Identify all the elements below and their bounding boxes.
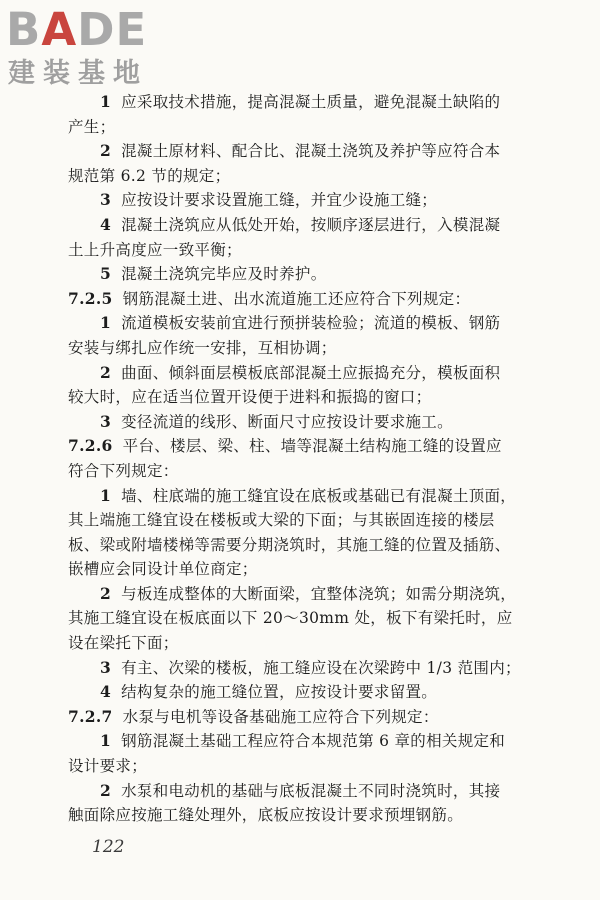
text-line [68,754,520,779]
item-number: 4 [100,214,112,234]
page-number: 122 [92,837,125,857]
text-line [68,434,520,459]
item-number: 3 [100,190,112,210]
item-number: 3 [100,657,112,677]
item-number: 3 [100,411,112,431]
text-line [68,729,520,754]
logo-word-accent: A [41,3,78,56]
line-text: 平台、楼层、梁、柱、墙等混凝土结构施工缝的设置应 [122,437,502,456]
logo-word-part2: DE [77,3,148,56]
line-text: 结构复杂的施工缝位置，应按设计要求留置。 [121,683,438,702]
line-text: 产生； [68,117,116,136]
line-text: 混凝土浇筑应从低处开始，按顺序逐层进行，入模混凝 [121,215,501,234]
text-line [68,188,520,213]
text-line [68,361,520,386]
line-text: 触面除应按施工缝处理外，底板应按设计要求预埋钢筋。 [68,806,464,825]
item-number: 1 [100,731,112,751]
logo-word-part1: B [6,3,42,56]
line-text: 设计要求； [68,757,148,776]
clause-number: 7.2.5 [68,288,113,308]
line-text: 其上端施工缝宜设在楼板或大梁的下面；与其嵌固连接的楼层 [68,511,495,530]
text-line [68,680,520,705]
clause-number: 7.2.7 [68,706,113,726]
line-text: 嵌槽应会同设计单位商定； [68,560,258,579]
text-line [68,803,520,828]
text-line [68,606,520,631]
text-line [68,213,520,238]
text-line [68,90,520,115]
line-text: 有主、次梁的楼板，施工缝应设在次梁跨中 1/3 范围内； [121,658,521,677]
item-number: 2 [100,362,112,382]
line-text: 应采取技术措施，提高混凝土质量，避免混凝土缺陷的 [121,93,501,111]
text-line [68,238,520,263]
line-text: 混凝土浇筑完毕应及时养护。 [121,265,327,284]
line-text: 混凝土原材料、配合比、混凝土浇筑及养护等应符合本 [121,142,501,161]
logo-subtitle: 建装基地 [8,58,148,89]
text-line [68,656,520,681]
item-number: 5 [100,264,112,284]
line-text: 规范第 6.2 节的规定； [68,166,231,185]
text-line [68,631,520,656]
item-number: 2 [100,583,112,603]
line-text: 其施工缝宜设在板底面以下 20～30mm 处，板下有梁托时，应 [68,609,513,628]
line-text: 与板连成整体的大断面梁，宜整体浇筑；如需分期浇筑， [121,584,517,603]
line-text: 符合下列规定： [68,461,179,480]
item-number: 1 [100,92,112,111]
line-text: 应按设计要求设置施工缝，并宜少设施工缝； [121,191,438,210]
item-number: 2 [100,141,112,161]
document-body [68,90,520,828]
line-text: 变径流道的线形、断面尺寸应按设计要求施工。 [121,412,453,431]
line-text: 安装与绑扎应作统一安排，互相协调； [68,338,337,357]
text-line [68,533,520,558]
text-line [68,705,520,730]
line-text: 钢筋混凝土基础工程应符合本规范第 6 章的相关规定和 [121,732,506,751]
logo-wordmark [6,4,147,56]
line-text: 钢筋混凝土进、出水流道施工还应符合下列规定： [122,289,471,308]
text-line [68,508,520,533]
item-number: 2 [100,780,112,800]
line-text: 曲面、倾斜面层模板底部混凝土应振捣充分，模板面积 [121,363,501,382]
line-text: 水泵与电机等设备基础施工应符合下列规定： [122,707,439,726]
line-text: 水泵和电动机的基础与底板混凝土不同时浇筑时，其接 [121,781,501,800]
text-line [68,139,520,164]
text-line [68,557,520,582]
item-number: 1 [100,313,112,333]
text-line [68,582,520,607]
text-line [68,164,520,189]
line-text: 较大时，应在适当位置开设便于进料和振捣的窗口； [68,388,432,407]
line-text: 设在梁托下面； [68,634,179,653]
text-line [68,779,520,804]
text-line [68,410,520,435]
text-line [68,385,520,410]
item-number: 4 [100,682,112,702]
text-line [68,459,520,484]
line-text: 墙、柱底端的施工缝宜设在底板或基础已有混凝土顶面， [121,486,517,505]
text-line [68,336,520,361]
clause-number: 7.2.6 [68,436,113,456]
text-line [68,262,520,287]
text-line [68,311,520,336]
line-text: 流道模板安装前宜进行预拼装检验；流道的模板、钢筋 [121,314,501,333]
item-number: 1 [100,485,112,505]
text-line [68,484,520,509]
logo [6,4,178,94]
text-line [68,115,520,140]
text-line [68,287,520,312]
line-text: 板、梁或附墙楼梯等需要分期浇筑时，其施工缝的位置及插筋、 [68,535,511,554]
line-text: 土上升高度应一致平衡； [68,240,242,259]
